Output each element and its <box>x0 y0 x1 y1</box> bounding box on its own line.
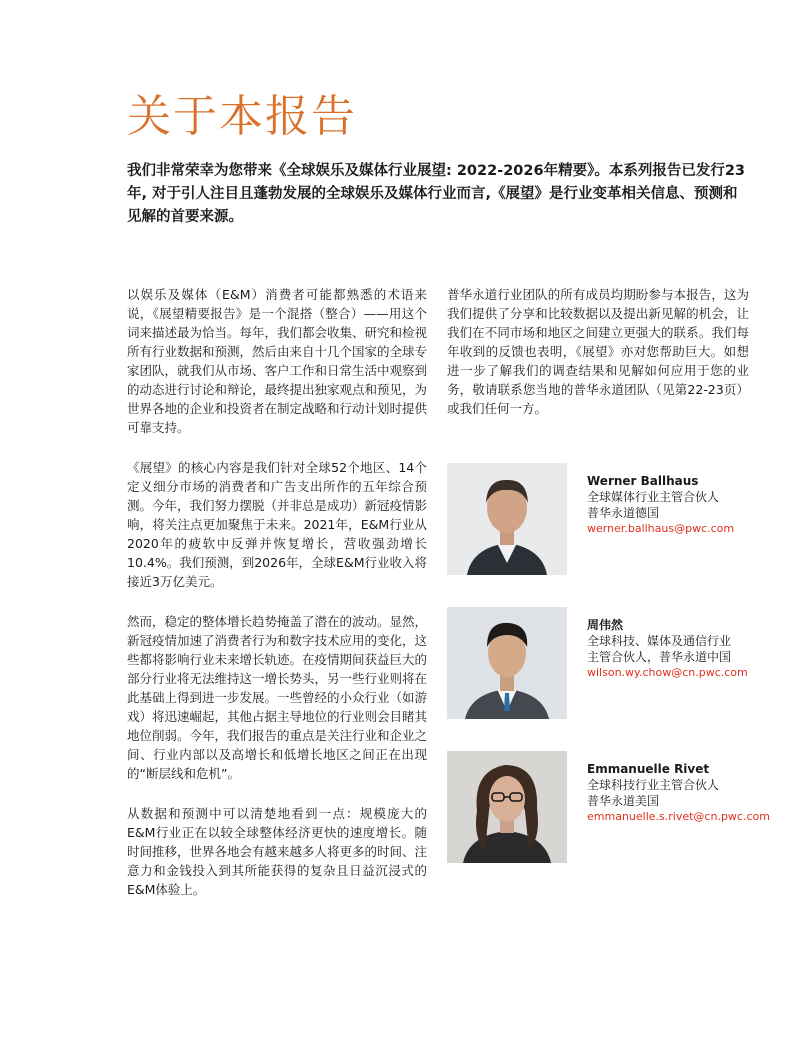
contact-name: Emmanuelle Rivet <box>587 762 710 776</box>
body-paragraph: 以娱乐及媒体（E&M）消费者可能都熟悉的术语来说，《展望精要报告》是一个混搭（整合）——用这个词来描述最为恰当。每年，我们都会收集、研究和检视所有行业数据和预测，然后由来自十几个国家的全球专家团队，就我们从市场、客户工作和日常生活中观察到的动态进行讨论和辩论，最终提出独家观点和预见，为世界各地的企业和投资者在制定战略和行动计划时提供可靠支持。 <box>127 287 428 435</box>
right-column <box>447 285 749 439</box>
body-paragraph: 普华永道行业团队的所有成员均期盼参与本报告，这为我们提供了分享和比较数据以及提出新见解的机会，让我们在不同市场和地区之间建立更强大的联系。我们每年收到的反馈也表明，《展望》亦对您帮助巨大。如想进一步了解我们的调查结果和见解如何应用于您的业务，敬请联系您当地的普华永道团队（见第22-23页）或我们任何一方。 <box>447 287 749 416</box>
body-paragraph: 然而，稳定的整体增长趋势掩盖了潜在的波动。显然，新冠疫情加速了消费者行为和数字技术应用的变化，这些都将影响行业未来增长轨迹。在疫情期间获益巨大的部分行业将无法维持这一增长势头，另一些行业则将在此基础上得到进一步发展。一些曾经的小众行业（如游戏）将迅速崛起，其他占据主导地位的行业则会目睹其地位削弱。今年，我们报告的重点是关注行业和企业之间、行业内部以及高增长和低增长地区之间正在出现的“断层线和危机”。 <box>127 614 428 781</box>
body-paragraph: 《展望》的核心内容是我们针对全球52个地区、14个定义细分市场的消费者和广告支出所作的五年综合预测。今年，我们努力摆脱（并非总是成功）新冠疫情影响，将关注点更加聚焦于未来。2021年，E&M行业从2020年的疲软中反弹并恢复增长，营收强劲增长10.4%。我们预测，到2026年，全球E&M行业收入将接近3万亿美元。 <box>127 460 428 589</box>
contact-card <box>447 607 757 719</box>
contact-firm: 普华永道美国 <box>587 794 660 808</box>
contact-firm: 普华永道德国 <box>587 506 660 520</box>
page-title: 关于本报告 <box>127 91 357 142</box>
contact-email-link[interactable]: emmanuelle.s.rivet@cn.pwc.com <box>587 810 770 823</box>
contact-card <box>447 463 757 575</box>
intro-lead: 我们非常荣幸为您带来《全球娱乐及媒体行业展望: 2022-2026年精要》。本系列报告已发行23年, 对于引人注目且蓬勃发展的全球娱乐及媒体行业而言,《展望》是行业变革相关信息、预测和见解的首要来源。 <box>127 163 746 225</box>
contact-email-link[interactable]: wilson.wy.chow@cn.pwc.com <box>587 666 748 679</box>
body-paragraph: 从数据和预测中可以清楚地看到一点：规模庞大的E&M行业正在以较全球整体经济更快的速度增长。随时间推移，世界各地会有越来越多人将更多的时间、注意力和金钱投入到其所能获得的复杂且日益沉浸式的E&M体验上。 <box>127 806 428 897</box>
contact-email-link[interactable]: werner.ballhaus@pwc.com <box>587 522 735 535</box>
contact-role: 全球科技、媒体及通信行业 <box>587 634 732 648</box>
portrait-photo <box>447 751 567 863</box>
portrait-photo <box>447 607 567 719</box>
contact-name: 周伟然 <box>587 618 624 632</box>
contact-role: 全球科技行业主管合伙人 <box>587 778 720 792</box>
contact-card <box>447 751 770 863</box>
portrait-photo <box>447 463 567 575</box>
contact-role: 全球媒体行业主管合伙人 <box>587 490 720 504</box>
contact-firm: 主管合伙人，普华永道中国 <box>587 650 732 664</box>
left-column <box>127 285 427 920</box>
contact-name: Werner Ballhaus <box>587 474 699 488</box>
